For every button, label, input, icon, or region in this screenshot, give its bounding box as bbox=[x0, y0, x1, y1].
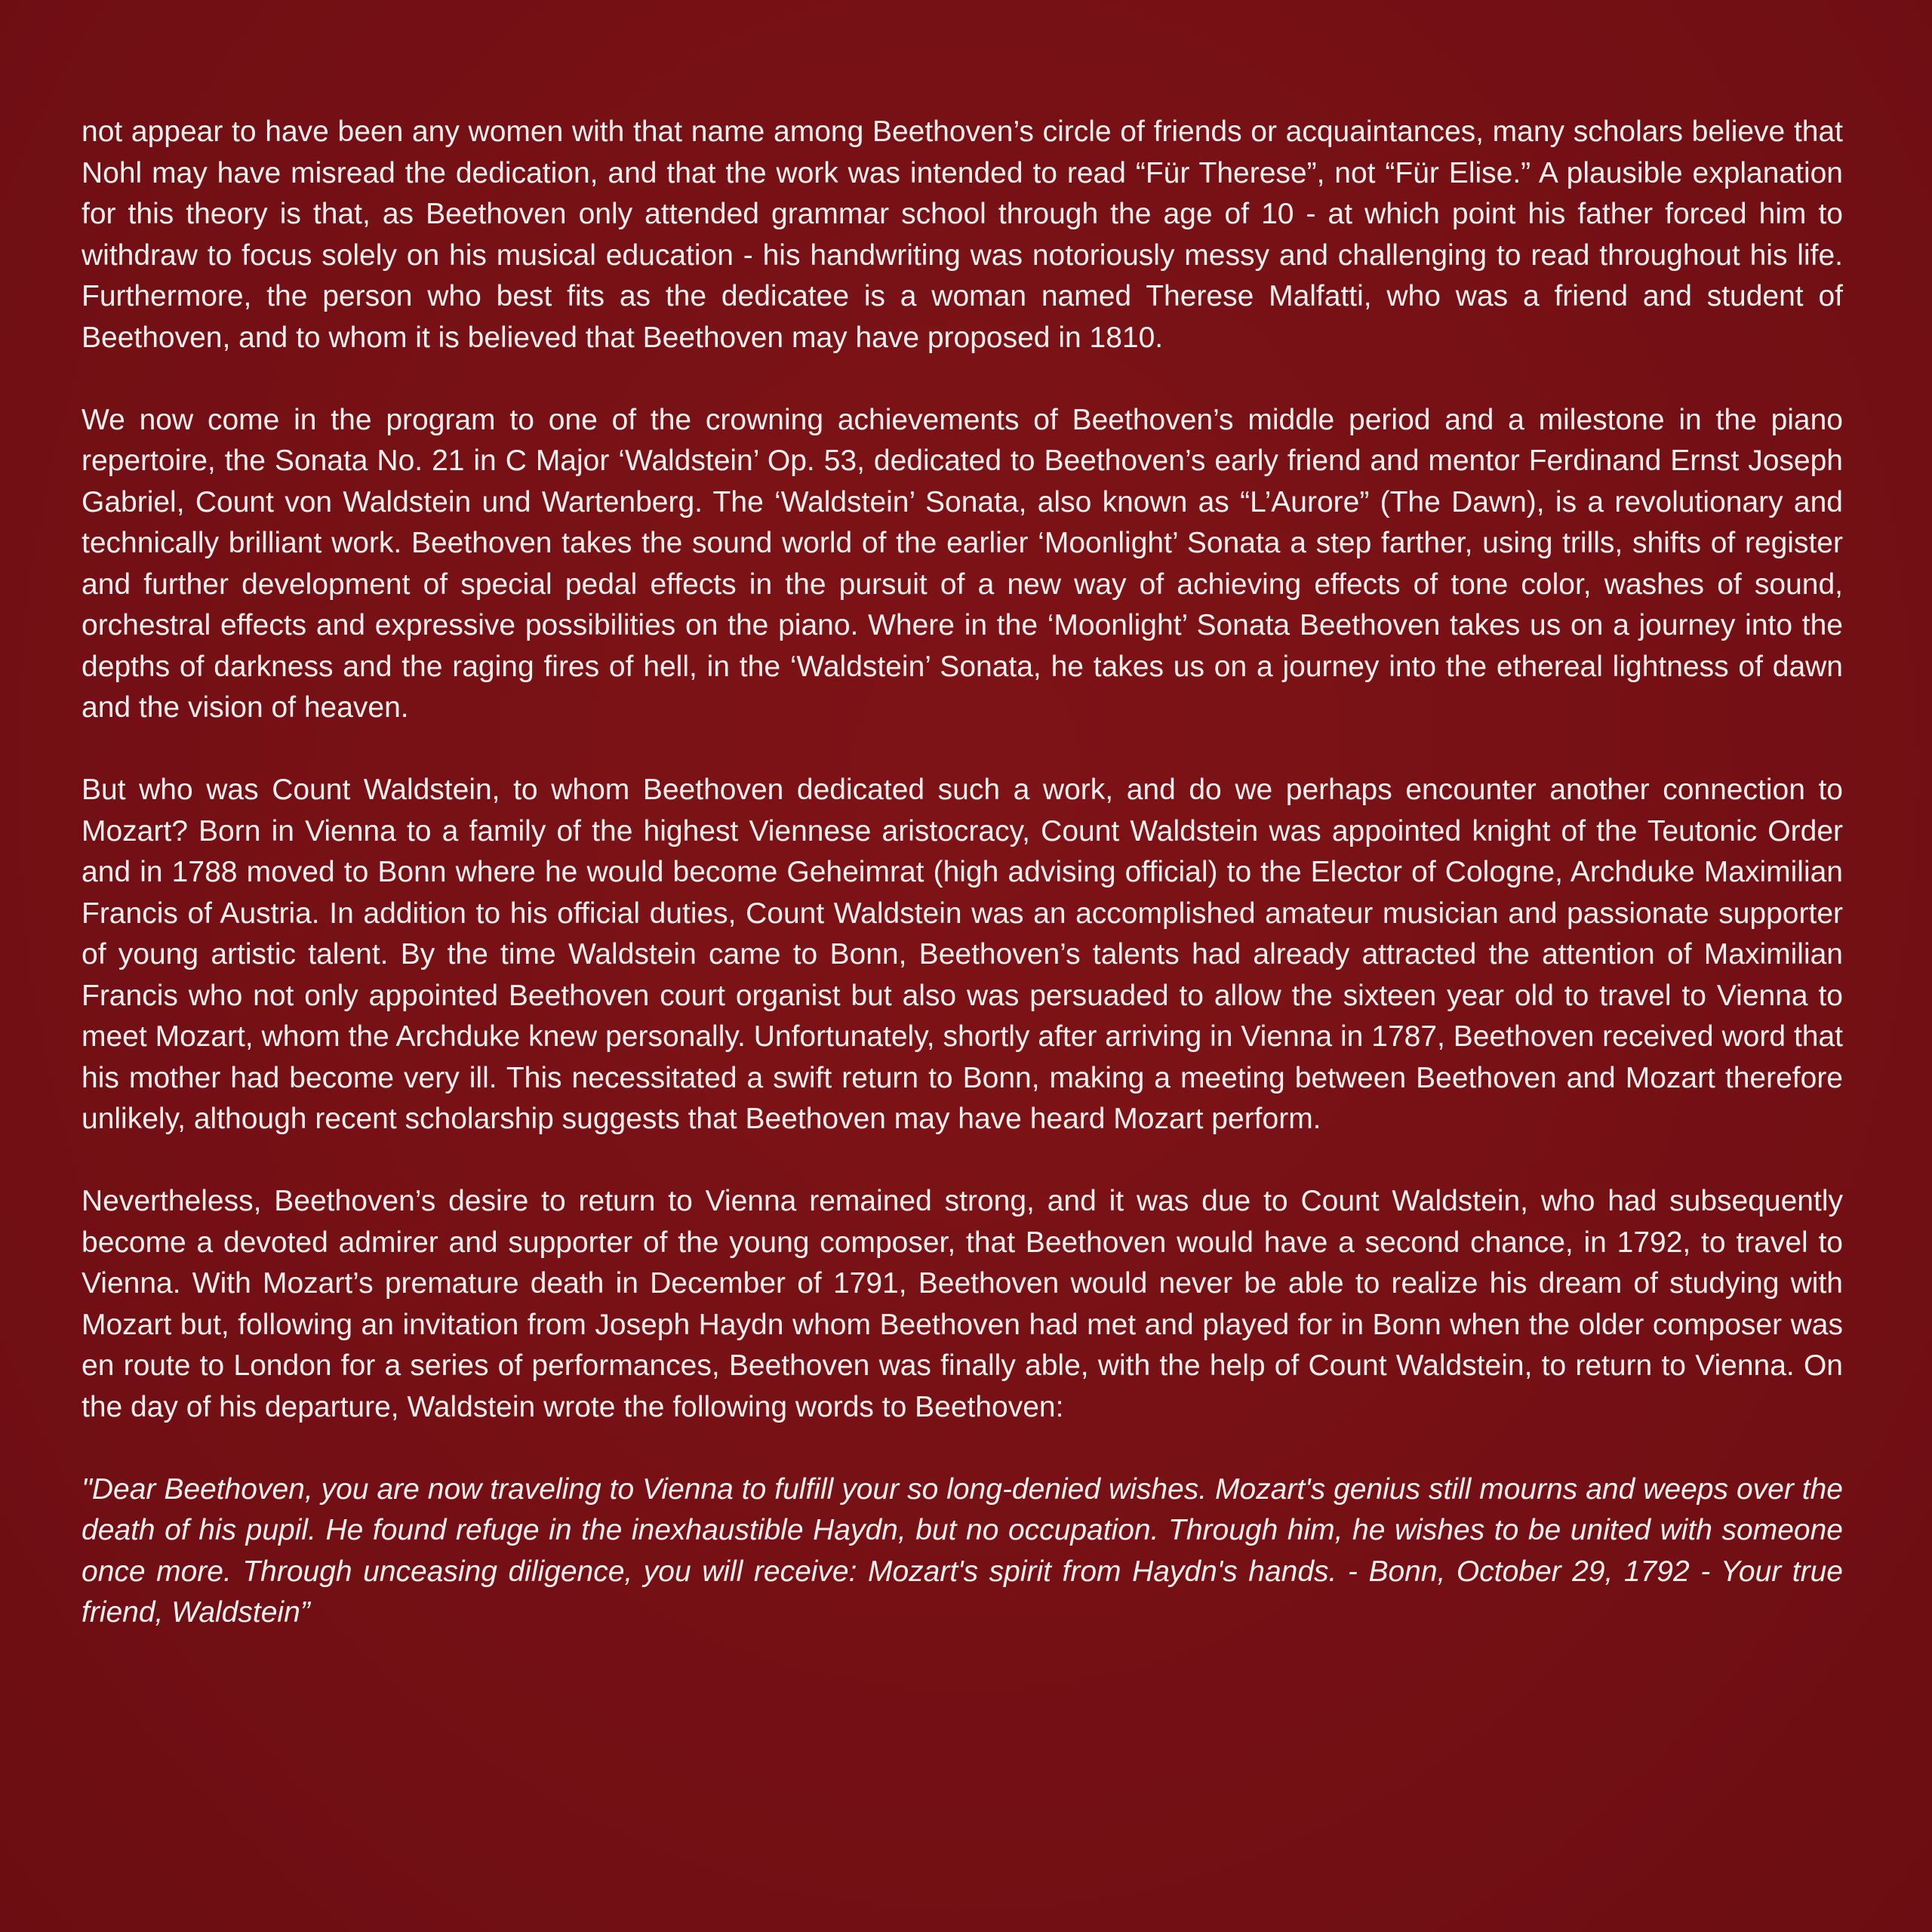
paragraph-return-to-vienna: Nevertheless, Beethoven’s desire to return to Vienna remained strong, and it was due to Count Waldstein, who had subsequently become a devoted admirer and supporter of the young composer, that Beethoven would have a second chance, in 1792, to travel to Vienna. With Mozart’s premature death in December of 1791, Beethoven would never be able to realize his dream of studying with Mozart but, following an invitation from Joseph Haydn whom Beethoven had met and played for in Bonn when the older composer was en route to London for a series of performances, Beethoven was finally able, with the help of Count Waldstein, to return to Vienna. On the day of his departure, Waldstein wrote the following words to Beethoven: bbox=[82, 1185, 1843, 1423]
paragraph-count-waldstein: But who was Count Waldstein, to whom Beethoven dedicated such a work, and do we perhaps encounter another connection to Mozart? Born in Vienna to a family of the highest Viennese aristocracy, Count Waldstein was appointed knight of the Teutonic Order and in 1788 moved to Bonn where he would become Geheimrat (high advising official) to the Elector of Cologne, Archduke Maximilian Francis of Austria. In addition to his official duties, Count Waldstein was an accomplished amateur musician and passionate supporter of young artistic talent. By the time Waldstein came to Bonn, Beethoven’s talents had already attracted the attention of Maximilian Francis who not only appointed Beethoven court organist but also was persuaded to allow the sixteen year old to travel to Vienna to meet Mozart, whom the Archduke knew personally. Unfortunately, shortly after arriving in Vienna in 1787, Beethoven received word that his mother had become very ill. This necessitated a swift return to Bonn, making a meeting between Beethoven and Mozart therefore unlikely, although recent scholarship suggests that Beethoven may have heard Mozart perform. bbox=[82, 774, 1843, 1135]
paragraph-waldstein-sonata: We now come in the program to one of the crowning achievements of Beethoven’s middle period and a milestone in the piano repertoire, the Sonata No. 21 in C Major ‘Waldstein’ Op. 53, dedicated to Beethoven’s early friend and mentor Ferdinand Ernst Joseph Gabriel, Count von Waldstein und Wartenberg. The ‘Waldstein’ Sonata, also known as “L’Aurore” (The Dawn), is a revolutionary and technically brilliant work. Beethoven takes the sound world of the earlier ‘Moonlight’ Sonata a step farther, using trills, shifts of register and further development of special pedal effects in the pursuit of a new way of achieving effects of tone color, washes of sound, orchestral effects and expressive possibilities on the piano. Where in the ‘Moonlight’ Sonata Beethoven takes us on a journey into the depths of darkness and the raging fires of hell, in the ‘Waldstein’ Sonata, he takes us on a journey into the ethereal lightness of dawn and the vision of heaven. bbox=[82, 403, 1843, 724]
paragraph-fur-elise: not appear to have been any women with that name among Beethoven’s circle of friends or acquaintances, many scholars believe that Nohl may have misread the dedication, and that the work was intended to read “Für Therese”, not “Für Elise.” A plausible explanation for this theory is that, as Beethoven only attended grammar school through the age of 10 - at which point his father forced him to withdraw to focus solely on his musical education - his handwriting was notoriously messy and challenging to read throughout his life. Furthermore, the person who best fits as the dedicatee is a woman named Therese Malfatti, who was a friend and student of Beethoven, and to whom it is believed that Beethoven may have proposed in 1810. bbox=[82, 115, 1843, 354]
program-notes-page bbox=[82, 112, 1843, 1634]
waldstein-quote: "Dear Beethoven, you are now traveling to Vienna to fulfill your so long-denied wishes. Mozart's genius still mourns and weeps over the death of his pupil. He found refuge in the inexhaustible Haydn, but no occupation. Through him, he wishes to be united with someone once more. Through unceasing diligence, you will receive: Mozart's spirit from Haydn's hands. - Bonn, October 29, 1792 - Your true friend, Waldstein” bbox=[82, 1472, 1843, 1629]
